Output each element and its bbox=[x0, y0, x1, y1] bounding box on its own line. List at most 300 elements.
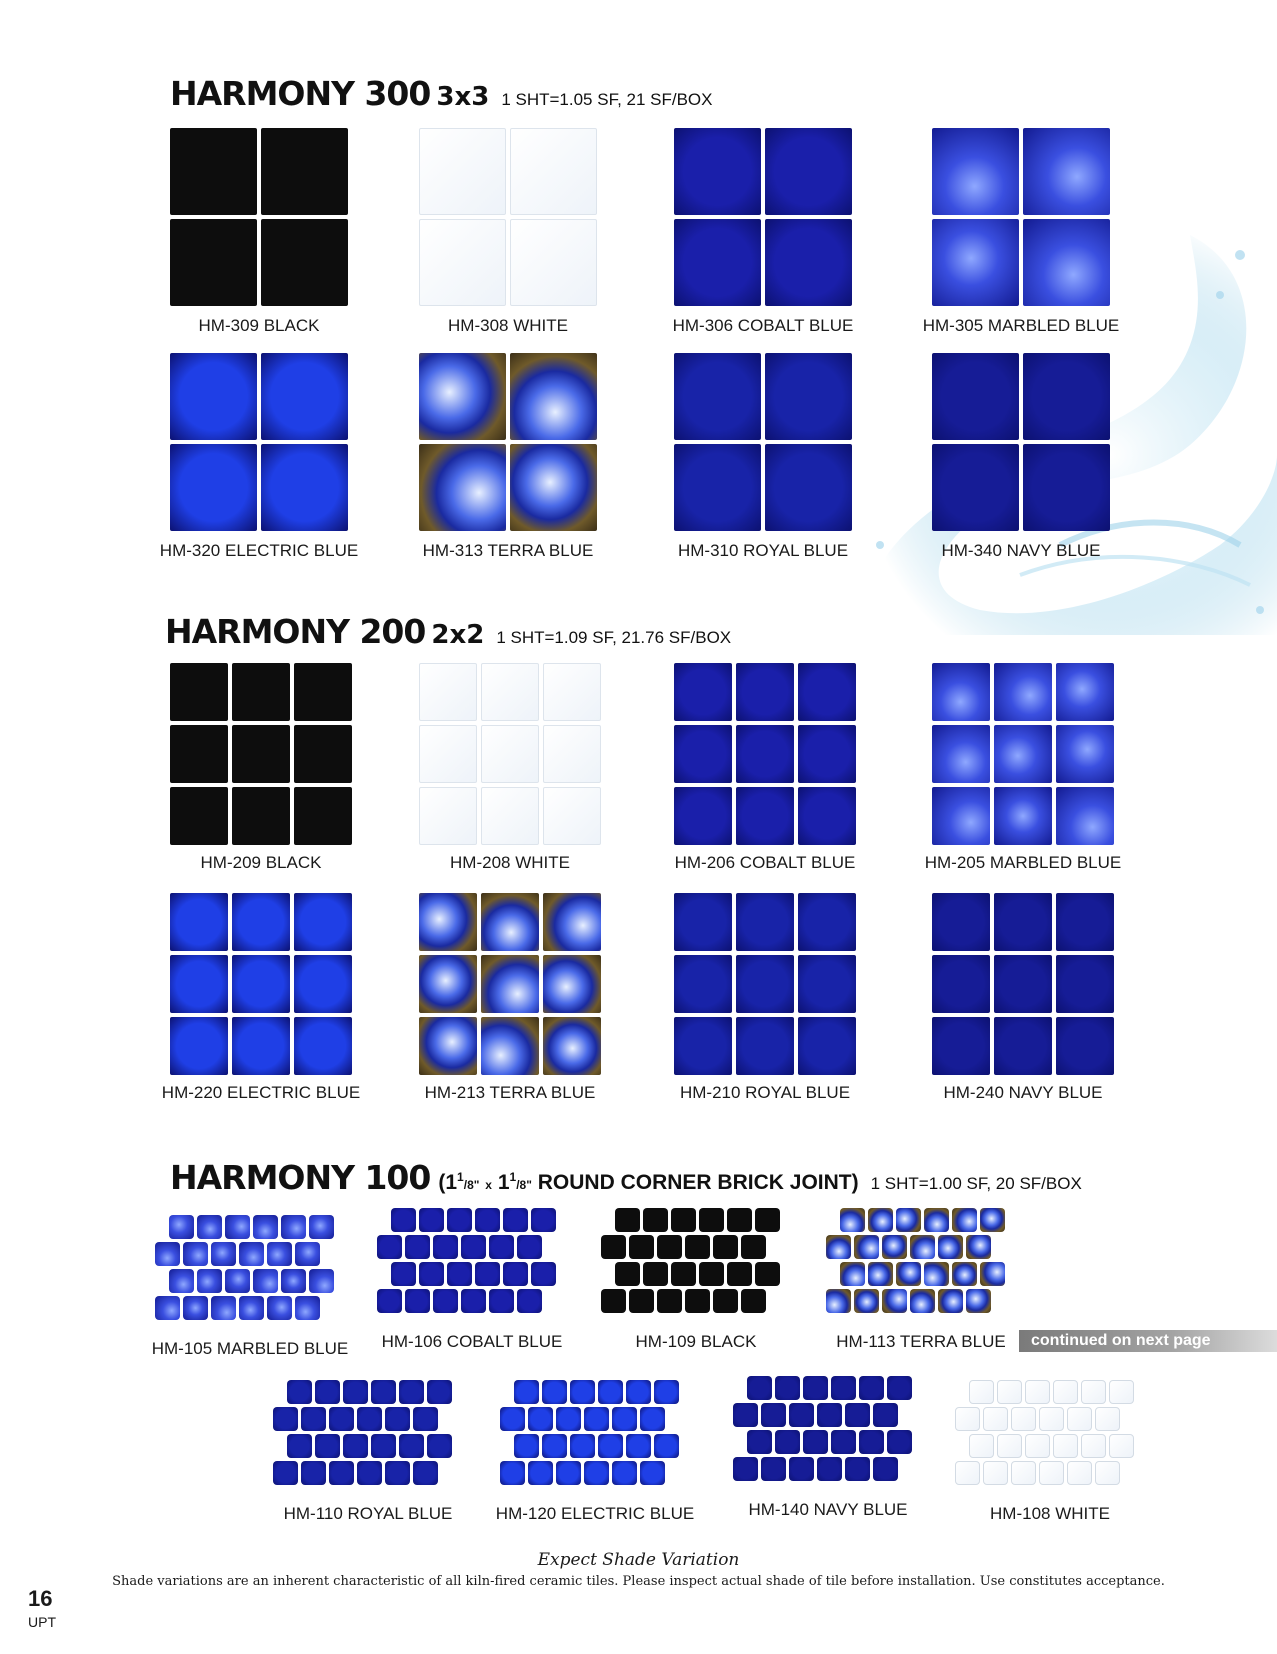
brick-tile bbox=[1109, 1434, 1134, 1458]
brick-tile bbox=[329, 1461, 354, 1485]
tile bbox=[170, 128, 257, 215]
tile bbox=[674, 353, 761, 440]
brick-row bbox=[377, 1235, 556, 1259]
brick-tile bbox=[500, 1461, 525, 1485]
brick-swatch bbox=[377, 1208, 556, 1316]
tile bbox=[543, 955, 601, 1013]
brick-tile bbox=[1067, 1461, 1092, 1485]
tile bbox=[419, 444, 506, 531]
brick-tile bbox=[615, 1262, 640, 1286]
brick-tile bbox=[845, 1457, 870, 1481]
brick-tile bbox=[343, 1380, 368, 1404]
tile bbox=[510, 353, 597, 440]
brick-tile bbox=[887, 1430, 912, 1454]
tile bbox=[419, 1017, 477, 1075]
brick-tile bbox=[461, 1235, 486, 1259]
brick-tile bbox=[399, 1380, 424, 1404]
brick-swatch bbox=[155, 1215, 334, 1323]
tile bbox=[481, 893, 539, 951]
brick-tile bbox=[980, 1208, 1005, 1232]
tile bbox=[170, 663, 228, 721]
tile bbox=[674, 128, 761, 215]
brick-tile bbox=[727, 1262, 752, 1286]
brick-tile bbox=[997, 1434, 1022, 1458]
brick-tile bbox=[447, 1262, 472, 1286]
brick-tile bbox=[727, 1208, 752, 1232]
brick-tile bbox=[789, 1403, 814, 1427]
brick-tile bbox=[570, 1380, 595, 1404]
brick-tile bbox=[924, 1208, 949, 1232]
brick-tile bbox=[817, 1457, 842, 1481]
brick-swatch bbox=[500, 1380, 679, 1488]
brick-tile bbox=[910, 1235, 935, 1259]
tile bbox=[994, 1017, 1052, 1075]
brick-tile bbox=[427, 1380, 452, 1404]
brick-row bbox=[500, 1461, 679, 1485]
tile-swatch bbox=[932, 128, 1110, 306]
brick-tile bbox=[461, 1289, 486, 1313]
brick-tile bbox=[475, 1208, 500, 1232]
brick-tile bbox=[211, 1242, 236, 1266]
tile bbox=[1023, 219, 1110, 306]
tile bbox=[932, 893, 990, 951]
tile bbox=[1056, 1017, 1114, 1075]
brick-tile bbox=[267, 1296, 292, 1320]
brick-tile bbox=[1081, 1380, 1106, 1404]
brick-tile bbox=[817, 1403, 842, 1427]
tile bbox=[543, 663, 601, 721]
brick-row bbox=[273, 1407, 452, 1431]
tile bbox=[932, 1017, 990, 1075]
brick-tile bbox=[803, 1430, 828, 1454]
brick-tile bbox=[281, 1215, 306, 1239]
tile-swatch bbox=[932, 353, 1110, 531]
tile bbox=[232, 893, 290, 951]
brick-tile bbox=[419, 1262, 444, 1286]
brick-tile bbox=[155, 1242, 180, 1266]
brick-tile bbox=[1095, 1407, 1120, 1431]
series-name: HARMONY 300 bbox=[170, 74, 431, 113]
brick-tile bbox=[287, 1434, 312, 1458]
brick-tile bbox=[955, 1461, 980, 1485]
tile bbox=[294, 955, 352, 1013]
brick-row bbox=[840, 1208, 1005, 1232]
tile bbox=[419, 353, 506, 440]
size-part: 1 bbox=[497, 1171, 510, 1194]
brick-tile bbox=[643, 1208, 668, 1232]
brick-tile bbox=[475, 1262, 500, 1286]
brick-tile bbox=[997, 1380, 1022, 1404]
tile-label: HM-213 TERRA BLUE bbox=[424, 1083, 596, 1102]
brick-tile bbox=[531, 1208, 556, 1232]
brick-row bbox=[514, 1380, 679, 1404]
brick-tile bbox=[1109, 1380, 1134, 1404]
tile-swatch bbox=[674, 663, 856, 845]
brick-tile bbox=[615, 1208, 640, 1232]
brick-swatch bbox=[826, 1208, 1005, 1316]
series-name: HARMONY 100 bbox=[170, 1158, 431, 1197]
brick-tile bbox=[831, 1376, 856, 1400]
brick-row bbox=[969, 1380, 1134, 1404]
footer-disclaimer: Shade variations are an inherent characteristic of all kiln-fired ceramic tiles. Please inspect actual shade of tile before installation. Use constitutes acceptance. bbox=[112, 1574, 1165, 1589]
brick-tile bbox=[503, 1262, 528, 1286]
size-part: x bbox=[485, 1178, 492, 1192]
brick-tile bbox=[969, 1434, 994, 1458]
tile bbox=[674, 663, 732, 721]
tile bbox=[232, 663, 290, 721]
tile-swatch bbox=[419, 128, 597, 306]
brick-tile bbox=[295, 1242, 320, 1266]
tile bbox=[170, 725, 228, 783]
tile bbox=[1056, 725, 1114, 783]
brick-tile bbox=[281, 1269, 306, 1293]
brick-row bbox=[601, 1235, 780, 1259]
brick-tile bbox=[685, 1289, 710, 1313]
brick-tile bbox=[225, 1269, 250, 1293]
tile bbox=[419, 663, 477, 721]
brick-tile bbox=[598, 1380, 623, 1404]
brick-row bbox=[826, 1289, 1005, 1313]
tile bbox=[481, 955, 539, 1013]
brick-swatch bbox=[273, 1380, 452, 1488]
tile bbox=[798, 663, 856, 721]
brick-tile bbox=[882, 1235, 907, 1259]
continued-banner: continued on next page bbox=[1019, 1330, 1277, 1352]
brick-tile bbox=[626, 1434, 651, 1458]
tile bbox=[932, 128, 1019, 215]
brick-tile bbox=[267, 1242, 292, 1266]
brick-tile bbox=[657, 1289, 682, 1313]
tile-swatch bbox=[419, 353, 597, 531]
brick-row bbox=[733, 1403, 912, 1427]
brick-tile bbox=[197, 1215, 222, 1239]
brick-tile bbox=[570, 1434, 595, 1458]
brick-tile bbox=[789, 1457, 814, 1481]
brick-tile bbox=[699, 1262, 724, 1286]
tile bbox=[736, 1017, 794, 1075]
tile bbox=[736, 663, 794, 721]
tile bbox=[232, 955, 290, 1013]
brick-tile bbox=[896, 1262, 921, 1286]
tile bbox=[510, 128, 597, 215]
brick-row bbox=[155, 1242, 334, 1266]
brick-tile bbox=[741, 1289, 766, 1313]
series-sheet-info: 1 SHT=1.09 SF, 21.76 SF/BOX bbox=[496, 628, 732, 647]
tile bbox=[510, 219, 597, 306]
brick-tile bbox=[287, 1380, 312, 1404]
brick-tile bbox=[868, 1262, 893, 1286]
brick-tile bbox=[197, 1269, 222, 1293]
tile-label: HM-205 MARBLED BLUE bbox=[924, 853, 1122, 872]
tile bbox=[1056, 787, 1114, 845]
brick-tile bbox=[685, 1235, 710, 1259]
brick-row bbox=[391, 1262, 556, 1286]
brick-row bbox=[969, 1434, 1134, 1458]
harmony-200-title bbox=[165, 612, 731, 651]
tile bbox=[765, 444, 852, 531]
brick-tile bbox=[868, 1208, 893, 1232]
brick-tile bbox=[755, 1262, 780, 1286]
tile-label: HM-113 TERRA BLUE bbox=[836, 1332, 1006, 1351]
brick-tile bbox=[531, 1262, 556, 1286]
tile bbox=[798, 725, 856, 783]
brick-tile bbox=[733, 1457, 758, 1481]
tile-swatch bbox=[932, 893, 1114, 1075]
brick-tile bbox=[840, 1208, 865, 1232]
size-part: (1 bbox=[438, 1171, 458, 1194]
series-sheet-info: 1 SHT=1.05 SF, 21 SF/BOX bbox=[501, 90, 713, 109]
brick-row bbox=[155, 1296, 334, 1320]
tile bbox=[170, 1017, 228, 1075]
tile bbox=[994, 955, 1052, 1013]
brick-tile bbox=[528, 1407, 553, 1431]
tile-label: HM-240 NAVY BLUE bbox=[943, 1083, 1103, 1102]
tile-label: HM-220 ELECTRIC BLUE bbox=[161, 1083, 361, 1102]
brick-tile bbox=[938, 1289, 963, 1313]
brick-tile bbox=[155, 1296, 180, 1320]
brick-tile bbox=[775, 1430, 800, 1454]
tile bbox=[170, 219, 257, 306]
brick-tile bbox=[371, 1434, 396, 1458]
brick-row bbox=[615, 1262, 780, 1286]
tile bbox=[994, 663, 1052, 721]
tile bbox=[261, 219, 348, 306]
tile bbox=[674, 219, 761, 306]
brick-tile bbox=[301, 1407, 326, 1431]
brick-tile bbox=[329, 1407, 354, 1431]
tile-label: HM-310 ROYAL BLUE bbox=[677, 541, 849, 560]
tile bbox=[765, 219, 852, 306]
tile bbox=[170, 955, 228, 1013]
brick-tile bbox=[612, 1461, 637, 1485]
brick-row bbox=[615, 1208, 780, 1232]
brick-row bbox=[840, 1262, 1005, 1286]
brick-tile bbox=[514, 1380, 539, 1404]
brick-tile bbox=[183, 1296, 208, 1320]
brick-tile bbox=[854, 1235, 879, 1259]
tile-swatch bbox=[170, 893, 352, 1075]
brick-tile bbox=[601, 1235, 626, 1259]
brick-tile bbox=[980, 1262, 1005, 1286]
tile-swatch bbox=[419, 893, 601, 1075]
tile bbox=[481, 787, 539, 845]
brick-tile bbox=[713, 1235, 738, 1259]
tile bbox=[932, 725, 990, 783]
tile-label: HM-209 BLACK bbox=[200, 853, 322, 872]
tile bbox=[736, 893, 794, 951]
tile bbox=[170, 353, 257, 440]
brick-tile bbox=[419, 1208, 444, 1232]
brick-tile bbox=[910, 1289, 935, 1313]
tile bbox=[798, 1017, 856, 1075]
size-part: 1 bbox=[509, 1170, 517, 1184]
brick-tile bbox=[309, 1269, 334, 1293]
brick-tile bbox=[952, 1208, 977, 1232]
tile bbox=[419, 893, 477, 951]
size-part: " bbox=[526, 1178, 532, 1192]
brick-tile bbox=[640, 1407, 665, 1431]
tile bbox=[232, 787, 290, 845]
tile bbox=[1056, 893, 1114, 951]
tile bbox=[1056, 663, 1114, 721]
brick-row bbox=[287, 1434, 452, 1458]
brick-tile bbox=[447, 1208, 472, 1232]
brick-tile bbox=[315, 1434, 340, 1458]
brick-tile bbox=[755, 1208, 780, 1232]
brick-tile bbox=[183, 1242, 208, 1266]
footer-title: Expect Shade Variation bbox=[537, 1550, 740, 1570]
tile-label: HM-306 COBALT BLUE bbox=[672, 316, 854, 335]
brick-tile bbox=[385, 1407, 410, 1431]
series-sheet-info: 1 SHT=1.00 SF, 20 SF/BOX bbox=[870, 1174, 1082, 1193]
tile-label: HM-308 WHITE bbox=[448, 316, 568, 335]
tile-label: HM-120 ELECTRIC BLUE bbox=[495, 1504, 695, 1523]
brick-tile bbox=[955, 1407, 980, 1431]
brick-tile bbox=[640, 1461, 665, 1485]
tile bbox=[543, 787, 601, 845]
page-number: 16 bbox=[28, 1586, 53, 1611]
brick-tile bbox=[761, 1457, 786, 1481]
tile bbox=[419, 955, 477, 1013]
size-part: ROUND CORNER BRICK JOINT) bbox=[537, 1171, 859, 1194]
brick-tile bbox=[391, 1262, 416, 1286]
brick-tile bbox=[1025, 1434, 1050, 1458]
brick-tile bbox=[654, 1434, 679, 1458]
tile-label: HM-208 WHITE bbox=[450, 853, 570, 872]
brick-tile bbox=[671, 1262, 696, 1286]
brick-tile bbox=[1081, 1434, 1106, 1458]
brick-tile bbox=[938, 1235, 963, 1259]
brick-tile bbox=[671, 1208, 696, 1232]
brick-tile bbox=[1067, 1407, 1092, 1431]
brick-row bbox=[955, 1407, 1134, 1431]
tile bbox=[798, 893, 856, 951]
brick-tile bbox=[1039, 1461, 1064, 1485]
brick-row bbox=[733, 1457, 912, 1481]
tile-label: HM-109 BLACK bbox=[635, 1332, 757, 1351]
brick-tile bbox=[1011, 1461, 1036, 1485]
tile-swatch bbox=[932, 663, 1114, 845]
brick-tile bbox=[528, 1461, 553, 1485]
tile-label: HM-106 COBALT BLUE bbox=[381, 1332, 563, 1351]
brick-tile bbox=[654, 1380, 679, 1404]
tile bbox=[232, 725, 290, 783]
tile bbox=[419, 219, 506, 306]
brick-row bbox=[287, 1380, 452, 1404]
tile bbox=[932, 353, 1019, 440]
tile bbox=[419, 128, 506, 215]
tile bbox=[798, 787, 856, 845]
brick-tile bbox=[1025, 1380, 1050, 1404]
tile bbox=[674, 787, 732, 845]
brick-tile bbox=[629, 1289, 654, 1313]
tile bbox=[543, 1017, 601, 1075]
tile bbox=[232, 1017, 290, 1075]
brick-swatch bbox=[733, 1376, 912, 1484]
tile bbox=[674, 1017, 732, 1075]
tile-label: HM-108 WHITE bbox=[990, 1504, 1110, 1523]
tile bbox=[932, 219, 1019, 306]
tile-label: HM-313 TERRA BLUE bbox=[422, 541, 594, 560]
brick-tile bbox=[542, 1434, 567, 1458]
brick-tile bbox=[514, 1434, 539, 1458]
brick-row bbox=[955, 1461, 1134, 1485]
brick-swatch bbox=[955, 1380, 1134, 1488]
brick-tile bbox=[295, 1296, 320, 1320]
tile bbox=[419, 787, 477, 845]
tile bbox=[765, 353, 852, 440]
brick-tile bbox=[301, 1461, 326, 1485]
brick-tile bbox=[517, 1235, 542, 1259]
harmony-100-title bbox=[170, 1158, 1082, 1197]
tile-swatch bbox=[674, 128, 852, 306]
brick-tile bbox=[253, 1215, 278, 1239]
tile bbox=[294, 725, 352, 783]
brick-tile bbox=[826, 1235, 851, 1259]
brick-tile bbox=[1053, 1434, 1078, 1458]
brick-tile bbox=[315, 1380, 340, 1404]
brick-tile bbox=[584, 1407, 609, 1431]
tile-label: HM-105 MARBLED BLUE bbox=[151, 1339, 349, 1358]
tile bbox=[261, 128, 348, 215]
tile bbox=[674, 955, 732, 1013]
tile-label: HM-309 BLACK bbox=[198, 316, 320, 335]
series-name: HARMONY 200 bbox=[165, 612, 426, 651]
tile bbox=[994, 787, 1052, 845]
tile bbox=[294, 893, 352, 951]
brick-tile bbox=[1095, 1461, 1120, 1485]
tile bbox=[1023, 444, 1110, 531]
brick-tile bbox=[747, 1376, 772, 1400]
brick-tile bbox=[733, 1403, 758, 1427]
size-part: 1 bbox=[457, 1170, 464, 1184]
tile bbox=[294, 787, 352, 845]
tile bbox=[481, 1017, 539, 1075]
brick-tile bbox=[598, 1434, 623, 1458]
series-size: 2x2 bbox=[431, 620, 485, 650]
tile-label: HM-320 ELECTRIC BLUE bbox=[159, 541, 359, 560]
brick-tile bbox=[542, 1380, 567, 1404]
tile bbox=[481, 725, 539, 783]
size-part: /8 bbox=[463, 1178, 474, 1192]
tile bbox=[419, 725, 477, 783]
brick-row bbox=[514, 1434, 679, 1458]
tile-label: HM-305 MARBLED BLUE bbox=[922, 316, 1120, 335]
brick-row bbox=[747, 1430, 912, 1454]
brick-tile bbox=[405, 1235, 430, 1259]
tile bbox=[932, 955, 990, 1013]
brick-tile bbox=[211, 1296, 236, 1320]
tile-label: HM-110 ROYAL BLUE bbox=[283, 1504, 453, 1523]
brick-tile bbox=[169, 1269, 194, 1293]
tile bbox=[294, 1017, 352, 1075]
brick-tile bbox=[873, 1403, 898, 1427]
tile bbox=[1023, 353, 1110, 440]
brick-tile bbox=[845, 1403, 870, 1427]
tile bbox=[170, 444, 257, 531]
tile bbox=[932, 663, 990, 721]
brick-tile bbox=[584, 1461, 609, 1485]
tile bbox=[294, 663, 352, 721]
brick-tile bbox=[427, 1434, 452, 1458]
brick-tile bbox=[433, 1235, 458, 1259]
brick-row bbox=[391, 1208, 556, 1232]
harmony-300-title bbox=[170, 74, 713, 113]
brick-tile bbox=[854, 1289, 879, 1313]
brick-row bbox=[747, 1376, 912, 1400]
brick-tile bbox=[887, 1376, 912, 1400]
brick-tile bbox=[517, 1289, 542, 1313]
